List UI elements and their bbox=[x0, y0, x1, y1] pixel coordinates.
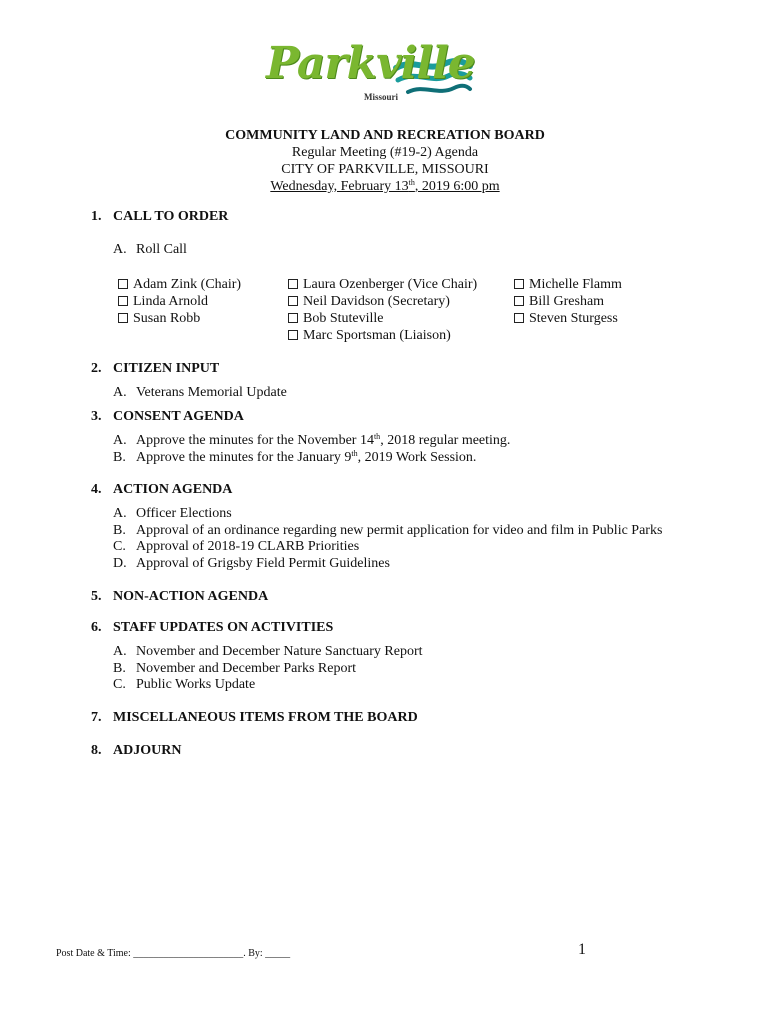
checkbox-icon[interactable] bbox=[118, 296, 128, 306]
section-number: 7. bbox=[91, 710, 102, 725]
item-letter: A. bbox=[113, 385, 127, 400]
roll-call-member bbox=[118, 276, 241, 293]
section-number: 6. bbox=[91, 620, 102, 635]
staff-update-item bbox=[113, 661, 356, 677]
section-number: 2. bbox=[91, 361, 102, 376]
roll-call-member bbox=[288, 276, 477, 293]
section-title: STAFF UPDATES ON ACTIVITIES bbox=[113, 620, 334, 635]
item-text-end: , 2018 regular meeting. bbox=[380, 433, 511, 448]
staff-update-item bbox=[113, 644, 423, 660]
agenda-header bbox=[0, 127, 770, 195]
logo-wordmark: Parkville bbox=[266, 38, 475, 89]
item-text: Approval of Grigsby Field Permit Guidelines bbox=[136, 556, 390, 571]
section-non-action-agenda bbox=[91, 589, 268, 605]
roll-call-member bbox=[514, 293, 622, 310]
action-agenda-item bbox=[113, 523, 662, 539]
item-letter: D. bbox=[113, 556, 127, 571]
item-text: Veterans Memorial Update bbox=[136, 385, 287, 400]
parkville-logo bbox=[258, 36, 478, 108]
item-letter: B. bbox=[113, 523, 126, 538]
roll-call-column-1 bbox=[118, 276, 241, 327]
member-name: Bill Gresham bbox=[529, 294, 605, 309]
meeting-title: Regular Meeting (#19-2) Agenda bbox=[291, 145, 479, 160]
section-title: CITIZEN INPUT bbox=[113, 361, 220, 376]
member-name: Steven Sturgess bbox=[529, 311, 618, 326]
logo-subtitle: Missouri bbox=[364, 92, 399, 102]
member-name: Neil Davidson (Secretary) bbox=[303, 294, 450, 309]
item-sup: th bbox=[351, 449, 358, 458]
roll-call-member bbox=[118, 293, 241, 310]
section-consent-agenda bbox=[91, 409, 244, 425]
checkbox-icon[interactable] bbox=[288, 296, 298, 306]
item-text: November and December Parks Report bbox=[136, 661, 357, 676]
roll-call-item bbox=[113, 242, 187, 258]
section-action-agenda bbox=[91, 482, 232, 498]
action-agenda-item bbox=[113, 506, 232, 522]
roll-call-member bbox=[288, 327, 477, 344]
member-name: Marc Sportsman (Liaison) bbox=[303, 328, 451, 343]
checkbox-icon[interactable] bbox=[288, 313, 298, 323]
section-miscellaneous bbox=[91, 710, 418, 726]
meeting-date-time: , 2019 6:00 pm bbox=[414, 179, 500, 194]
page-number: 1 bbox=[578, 941, 586, 958]
action-agenda-item bbox=[113, 539, 359, 555]
section-number: 8. bbox=[91, 743, 102, 758]
roll-call-member bbox=[514, 310, 622, 327]
city-title: CITY OF PARKVILLE, MISSOURI bbox=[281, 162, 489, 177]
checkbox-icon[interactable] bbox=[118, 279, 128, 289]
item-letter: B. bbox=[113, 661, 126, 676]
staff-update-item bbox=[113, 677, 255, 693]
item-text: Roll Call bbox=[136, 242, 187, 257]
checkbox-icon[interactable] bbox=[288, 279, 298, 289]
item-letter: C. bbox=[113, 539, 126, 554]
section-title: CONSENT AGENDA bbox=[113, 409, 244, 424]
section-title: CALL TO ORDER bbox=[113, 209, 229, 224]
post-date-footer: Post Date & Time: ______________________. By: _____ bbox=[56, 948, 291, 959]
board-title: COMMUNITY LAND AND RECREATION BOARD bbox=[225, 128, 545, 143]
member-name: Bob Stuteville bbox=[303, 311, 384, 326]
section-number: 5. bbox=[91, 589, 102, 604]
section-title: ADJOURN bbox=[113, 743, 182, 758]
section-number: 4. bbox=[91, 482, 102, 497]
section-title: ACTION AGENDA bbox=[113, 482, 233, 497]
item-text: November and December Nature Sanctuary Report bbox=[136, 644, 423, 659]
roll-call-member bbox=[514, 276, 622, 293]
item-text-end: , 2019 Work Session. bbox=[357, 450, 477, 465]
meeting-date bbox=[0, 178, 770, 195]
roll-call-column-3 bbox=[514, 276, 622, 327]
meeting-date-main: Wednesday, February 13 bbox=[270, 179, 409, 194]
member-name: Susan Robb bbox=[133, 311, 201, 326]
item-letter: A. bbox=[113, 433, 127, 448]
member-name: Adam Zink (Chair) bbox=[133, 277, 242, 292]
item-letter: A. bbox=[113, 242, 127, 257]
consent-agenda-item bbox=[113, 450, 476, 466]
checkbox-icon[interactable] bbox=[118, 313, 128, 323]
roll-call-member bbox=[288, 310, 477, 327]
member-name: Linda Arnold bbox=[133, 294, 209, 309]
action-agenda-item bbox=[113, 556, 390, 572]
item-text: Approve the minutes for the November 14 bbox=[136, 433, 374, 448]
item-letter: C. bbox=[113, 677, 126, 692]
section-citizen-input bbox=[91, 361, 219, 377]
checkbox-icon[interactable] bbox=[514, 279, 524, 289]
checkbox-icon[interactable] bbox=[288, 330, 298, 340]
item-letter: B. bbox=[113, 450, 126, 465]
section-number: 3. bbox=[91, 409, 102, 424]
member-name: Laura Ozenberger (Vice Chair) bbox=[303, 277, 478, 292]
meeting-date-suffix: th bbox=[408, 178, 415, 187]
section-title: MISCELLANEOUS ITEMS FROM THE BOARD bbox=[113, 710, 418, 725]
section-title: NON-ACTION AGENDA bbox=[113, 589, 269, 604]
item-text: Approval of 2018-19 CLARB Priorities bbox=[136, 539, 360, 554]
item-text: Public Works Update bbox=[136, 677, 256, 692]
item-text: Officer Elections bbox=[136, 506, 232, 521]
item-text: Approval of an ordinance regarding new permit application for video and film in Public Parks bbox=[136, 523, 663, 538]
member-name: Michelle Flamm bbox=[529, 277, 622, 292]
checkbox-icon[interactable] bbox=[514, 313, 524, 323]
item-sup: th bbox=[373, 432, 381, 441]
consent-agenda-item bbox=[113, 433, 510, 449]
section-call-to-order bbox=[91, 209, 228, 225]
section-number: 1. bbox=[91, 209, 102, 224]
section-adjourn bbox=[91, 743, 181, 759]
item-letter: A. bbox=[113, 644, 127, 659]
section-staff-updates bbox=[91, 620, 333, 636]
roll-call-member bbox=[118, 310, 241, 327]
checkbox-icon[interactable] bbox=[514, 296, 524, 306]
citizen-input-item bbox=[113, 385, 287, 401]
item-text: Approve the minutes for the January 9 bbox=[136, 450, 352, 465]
roll-call-column-2 bbox=[288, 276, 477, 344]
roll-call-member bbox=[288, 293, 477, 310]
item-letter: A. bbox=[113, 506, 127, 521]
